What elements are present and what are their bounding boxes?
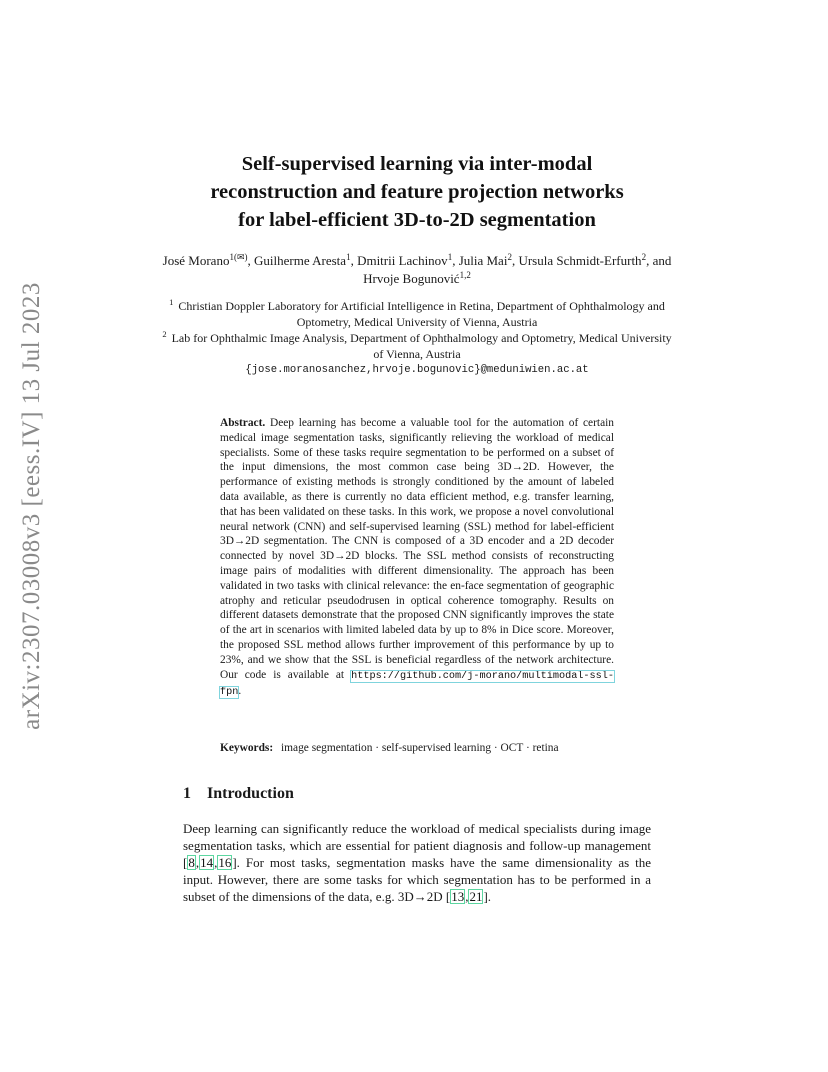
abstract-text: Deep learning has become a valuable tool for the automation of certain medical image segmentation tasks, significantly relieving the workload of medical specialists. Some of these tasks require segmentation to be performed on a subset of the input dimensions, the most common case being 3D→2D. However, the performance of existing methods is strongly conditioned by the amount of labeled data available, as there is currently no data efficient method, e.g. transfer learning, that has been validated on these tasks. In this work, we propose a novel convolutional neural network (CNN) and self-supervised learning (SSL) method for label-efficient 3D→2D segmentation. The CNN is composed of a 3D encoder and a 2D decoder connected by novel 3D→2D blocks. The SSL method consists of reconstructing image pairs of modalities with different dimensionality. The approach has been validated in two tasks with clinical relevance: the en-face segmentation of geographic atrophy and reticular pseudodrusen in optical coherence tomography. Results on different datasets demonstrate that the proposed CNN significantly improves the state of the art in scenarios with limited labeled data by up to 8% in Dice score. Moreover, the proposed SSL method allows further improvement of this performance by up to 23%, and we show that the SSL is beneficial regardless of the network architecture. Our code is available at	[220, 417, 614, 681]
author-name: Ursula Schmidt-Erfurth	[518, 253, 642, 268]
affiliation-list	[160, 298, 674, 378]
keywords	[220, 741, 620, 756]
author-affiliation-mark: 1(✉)	[229, 252, 248, 262]
author-name: Guilherme Aresta	[254, 253, 347, 268]
abstract-end-punct: .	[238, 685, 242, 698]
citation-link[interactable]: 13	[451, 889, 465, 904]
introduction-body	[183, 820, 651, 905]
author-affiliation-mark: 1	[447, 252, 453, 262]
affiliation-text: Christian Doppler Laboratory for Artificial Intelligence in Retina, Department of Ophthalmology and Optometry, Medical University of Vienna, Austria	[178, 299, 665, 329]
paper-title	[150, 150, 684, 234]
arxiv-identifier: arXiv:2307.03008v3 [eess.IV] 13 Jul 2023	[18, 282, 46, 730]
section-heading	[183, 784, 294, 804]
abstract	[220, 416, 614, 701]
author-name: Hrvoje Bogunović	[363, 271, 460, 286]
intro-text: ].	[483, 889, 492, 904]
author-name: Dmitrii Lachinov	[357, 253, 448, 268]
author-affiliation-mark: 2	[641, 252, 647, 262]
intro-text: ]. For most tasks, segmentation masks have the same dimensionality as the input. However, there are some tasks for which segmentation has to be performed in a subset of the dimensions of the data, e.g. 3D→2D [	[183, 855, 651, 904]
affiliation	[160, 298, 674, 330]
affiliation-mark: 2	[162, 329, 167, 339]
author-affiliation-mark: 1,2	[459, 270, 471, 280]
author-affiliation-mark: 2	[507, 252, 512, 262]
citation-link[interactable]: 14	[200, 855, 214, 870]
author-list: José Morano$^{1(✉)}$, Guilherme Aresta$^1$, Dmitrii Lachinov$^1$, Julia Mai$^2$, Ursula Schmidt-Erfurth$^2$, and Hrvoje Bogunović$^{1,2}$	[162, 252, 672, 286]
code-repository-link[interactable]: https://github.com/j-morano/multimodal-ssl-fpn	[220, 670, 614, 699]
arxiv-sidebar	[10, 282, 54, 730]
author-name: Julia Mai	[458, 253, 508, 268]
citation-link[interactable]: 21	[469, 889, 483, 904]
intro-paragraph: Deep learning can significantly reduce the workload of medical specialists during image segmentation tasks, which are essential for patient diagnosis and follow-up management [8,14,16]. For most tasks, segmentation masks have the same dimensionality as the input. However, there are some tasks for which segmentation has to be performed in a subset of the dimensions of the data, e.g. 3D→2D [13,21].	[183, 821, 651, 904]
affiliation-text: Lab for Ophthalmic Image Analysis, Department of Ophthalmology and Optometry, Medical University of Vienna, Austria	[171, 331, 672, 361]
title-line: for label-efficient 3D-to-2D segmentation	[238, 209, 596, 231]
citation-link[interactable]: 8	[188, 855, 195, 870]
title-line: Self-supervised learning via inter-modal	[241, 153, 593, 175]
intro-text: Deep learning can significantly reduce the workload of medical specialists during image segmentation tasks, which are essential for patient diagnosis and follow-up management [	[183, 821, 651, 870]
citation-link[interactable]: 16	[218, 855, 232, 870]
author-name: José Morano	[162, 253, 230, 268]
affiliation-mark: 1	[169, 297, 174, 307]
title-line: reconstruction and feature projection networks	[210, 181, 624, 203]
abstract-paragraph	[220, 416, 614, 701]
abstract-label: Abstract.	[220, 417, 266, 429]
section-number: 1	[183, 785, 191, 802]
section-title: Introduction	[207, 785, 294, 802]
keywords-label: Keywords:	[220, 742, 274, 754]
keywords-text: image segmentation · self-supervised learning · OCT · retina	[281, 742, 559, 754]
author-affiliation-mark: 1	[346, 252, 351, 262]
contact-email: {jose.moranosanchez,hrvoje.bogunovic}@meduniwien.ac.at	[245, 364, 589, 376]
affiliation	[160, 330, 674, 362]
